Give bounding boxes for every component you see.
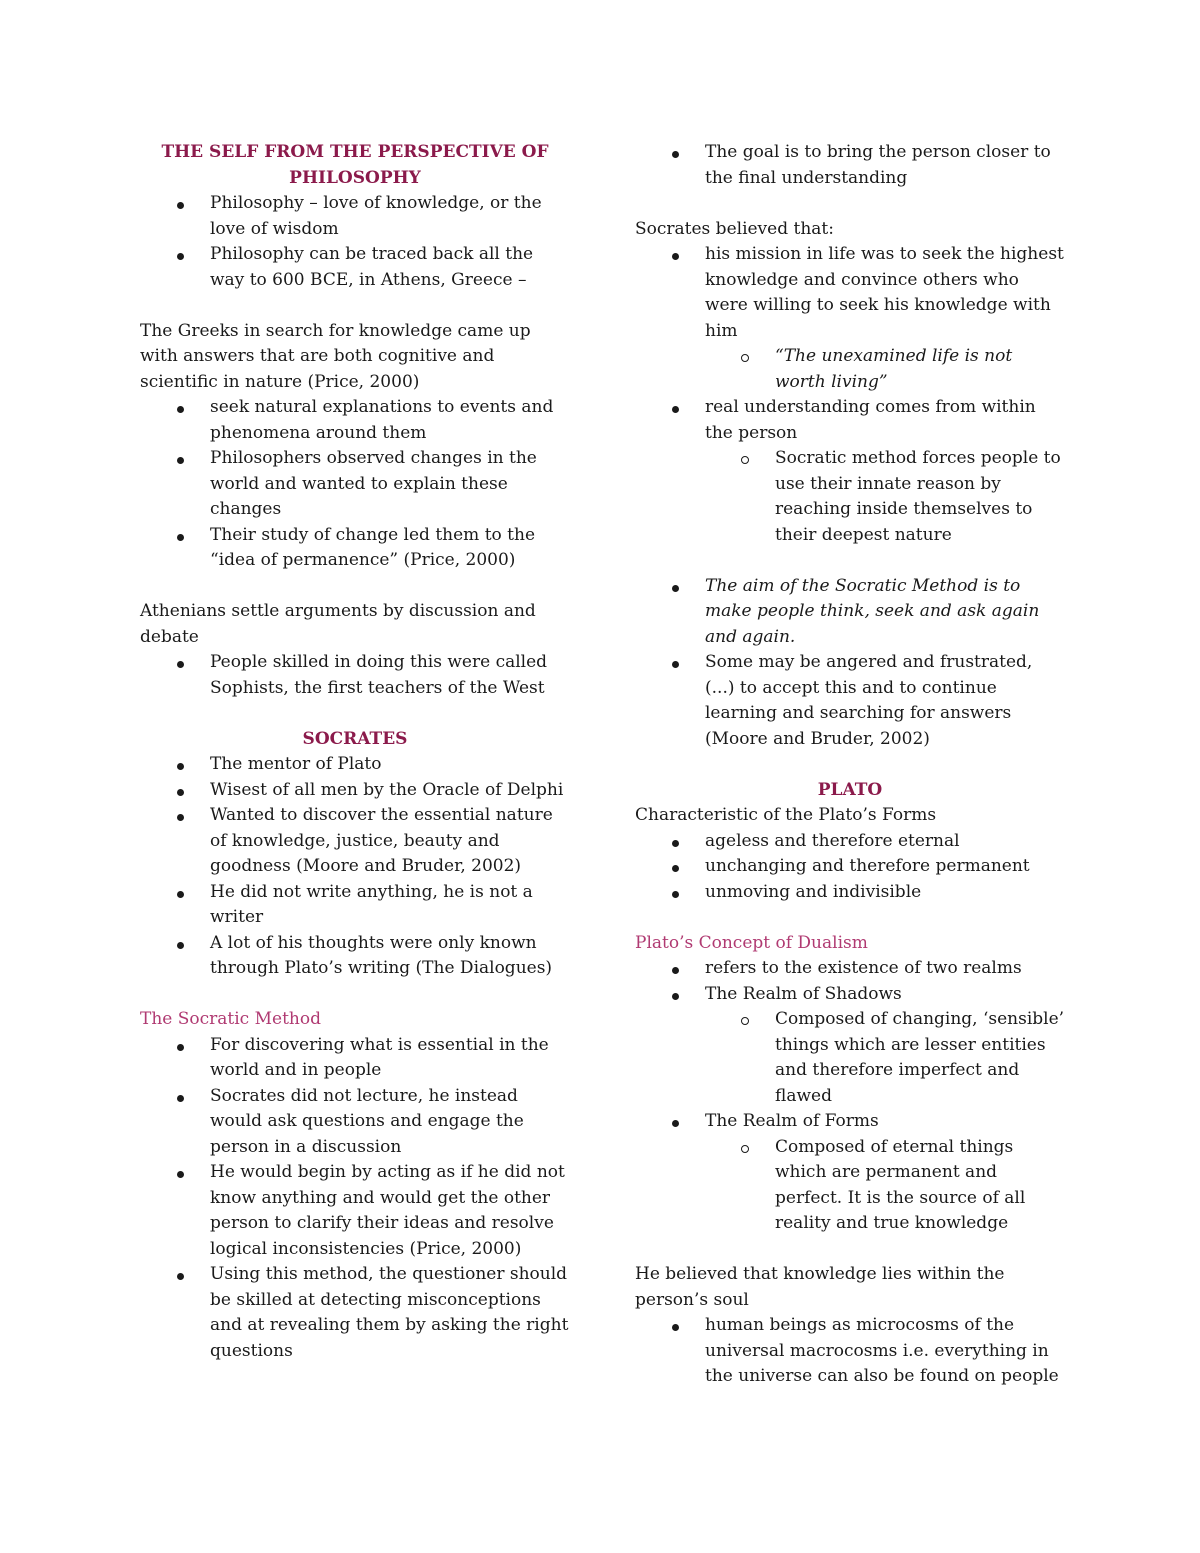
hollow-bullet-icon (741, 354, 749, 362)
list-item: A lot of his thoughts were only known through Plato’s writing (The Dialogues) (140, 931, 570, 982)
forms-list (635, 829, 1065, 906)
sub-list-item: Composed of changing, ‘sensible’ things which are lesser entities and therefore imperfect and flawed (635, 1007, 1065, 1109)
list-item: The goal is to bring the person closer to the final understanding (635, 140, 1065, 191)
socrates-heading: SOCRATES (302, 728, 408, 749)
bullet-icon (672, 865, 679, 872)
document-title-line2: PHILOSOPHY (289, 167, 421, 188)
goal-list (635, 140, 1065, 191)
list-item: The mentor of Plato (140, 752, 570, 778)
list-item: The aim of the Socratic Method is to make people think, seek and ask again and again. (635, 574, 1065, 651)
bullet-icon (177, 202, 184, 209)
list-item: human beings as microcosms of the universal macrocosms i.e. everything in the universe can also be found on people (635, 1313, 1065, 1390)
bullet-icon (672, 891, 679, 898)
dualism-heading: Plato’s Concept of Dualism (635, 932, 868, 953)
greeks-paragraph: The Greeks in search for knowledge came up with answers that are both cognitive and scientific in nature (Price, 2000) (140, 320, 531, 392)
left-column (140, 140, 570, 1364)
bullet-icon (177, 1171, 184, 1178)
socrates-list (140, 752, 570, 982)
bullet-icon (672, 840, 679, 847)
forms-paragraph: Characteristic of the Plato’s Forms (635, 805, 937, 825)
list-item: refers to the existence of two realms (635, 956, 1065, 982)
bullet-icon (177, 406, 184, 413)
bullet-icon (672, 253, 679, 260)
bullet-icon (177, 814, 184, 821)
hollow-bullet-icon (741, 1145, 749, 1153)
list-item: Wisest of all men by the Oracle of Delphi (140, 778, 570, 804)
believed-paragraph: Socrates believed that: (635, 218, 834, 239)
bullet-icon (672, 151, 679, 158)
soul-paragraph: He believed that knowledge lies within the person’s soul (635, 1264, 1005, 1310)
bullet-icon (177, 1044, 184, 1051)
list-item: People skilled in doing this were called Sophists, the first teachers of the West (140, 650, 570, 701)
right-column (635, 140, 1065, 1390)
bullet-icon (177, 534, 184, 541)
hollow-bullet-icon (741, 456, 749, 464)
bullet-icon (672, 406, 679, 413)
bullet-icon (672, 967, 679, 974)
document-title-line1: THE SELF FROM THE PERSPECTIVE OF (161, 142, 549, 162)
list-item: The Realm of Shadows (635, 982, 1065, 1008)
list-item: Using this method, the questioner should be skilled at detecting misconceptions and at revealing them by asking the right questions (140, 1262, 570, 1364)
athenians-list (140, 650, 570, 701)
bullet-icon (672, 1120, 679, 1127)
bullet-icon (672, 993, 679, 1000)
bullet-icon (177, 253, 184, 260)
believed-list (635, 242, 1065, 548)
bullet-icon (177, 457, 184, 464)
list-item: He did not write anything, he is not a writer (140, 880, 570, 931)
socratic-method-heading: The Socratic Method (140, 1009, 321, 1029)
aim-list (635, 574, 1065, 753)
soul-list (635, 1313, 1065, 1390)
list-item: Philosophers observed changes in the world and wanted to explain these changes (140, 446, 570, 523)
sub-list-item: “The unexamined life is not worth living” (635, 344, 1065, 395)
list-item: Socrates did not lecture, he instead would ask questions and engage the person in a discussion (140, 1084, 570, 1161)
list-item: Wanted to discover the essential nature of knowledge, justice, beauty and goodness (Moore and Bruder, 2002) (140, 803, 570, 880)
list-item: his mission in life was to seek the highest knowledge and convince others who were willing to seek his knowledge with him (635, 242, 1065, 344)
sub-list-item: Socratic method forces people to use their innate reason by reaching inside themselves to their deepest nature (635, 446, 1065, 548)
bullet-icon (177, 789, 184, 796)
bullet-icon (177, 942, 184, 949)
list-item: real understanding comes from within the person (635, 395, 1065, 446)
dualism-list (635, 956, 1065, 1237)
intro-list (140, 191, 570, 293)
method-list (140, 1033, 570, 1365)
bullet-icon (177, 763, 184, 770)
list-item: For discovering what is essential in the world and in people (140, 1033, 570, 1084)
bullet-icon (177, 1095, 184, 1102)
list-item: ageless and therefore eternal (635, 829, 1065, 855)
greeks-list (140, 395, 570, 574)
list-item: Their study of change led them to the “idea of permanence” (Price, 2000) (140, 523, 570, 574)
bullet-icon (672, 661, 679, 668)
list-item: seek natural explanations to events and phenomena around them (140, 395, 570, 446)
bullet-icon (177, 1273, 184, 1280)
bullet-icon (177, 891, 184, 898)
hollow-bullet-icon (741, 1017, 749, 1025)
sub-list-item: Composed of eternal things which are permanent and perfect. It is the source of all reality and true knowledge (635, 1135, 1065, 1237)
list-item: Philosophy – love of knowledge, or the love of wisdom (140, 191, 570, 242)
athenians-paragraph: Athenians settle arguments by discussion and debate (140, 601, 536, 647)
list-item: The Realm of Forms (635, 1109, 1065, 1135)
list-item: Philosophy can be traced back all the way to 600 BCE, in Athens, Greece – (140, 242, 570, 293)
bullet-icon (177, 661, 184, 668)
bullet-icon (672, 1324, 679, 1331)
list-item: Some may be angered and frustrated, (...) to accept this and to continue learning and searching for answers (Moore and Bruder, 2002) (635, 650, 1065, 752)
bullet-icon (672, 585, 679, 592)
list-item: unmoving and indivisible (635, 880, 1065, 906)
list-item: unchanging and therefore permanent (635, 854, 1065, 880)
plato-heading: PLATO (817, 779, 883, 800)
list-item: He would begin by acting as if he did not know anything and would get the other person to clarify their ideas and resolve logical inconsistencies (Price, 2000) (140, 1160, 570, 1262)
